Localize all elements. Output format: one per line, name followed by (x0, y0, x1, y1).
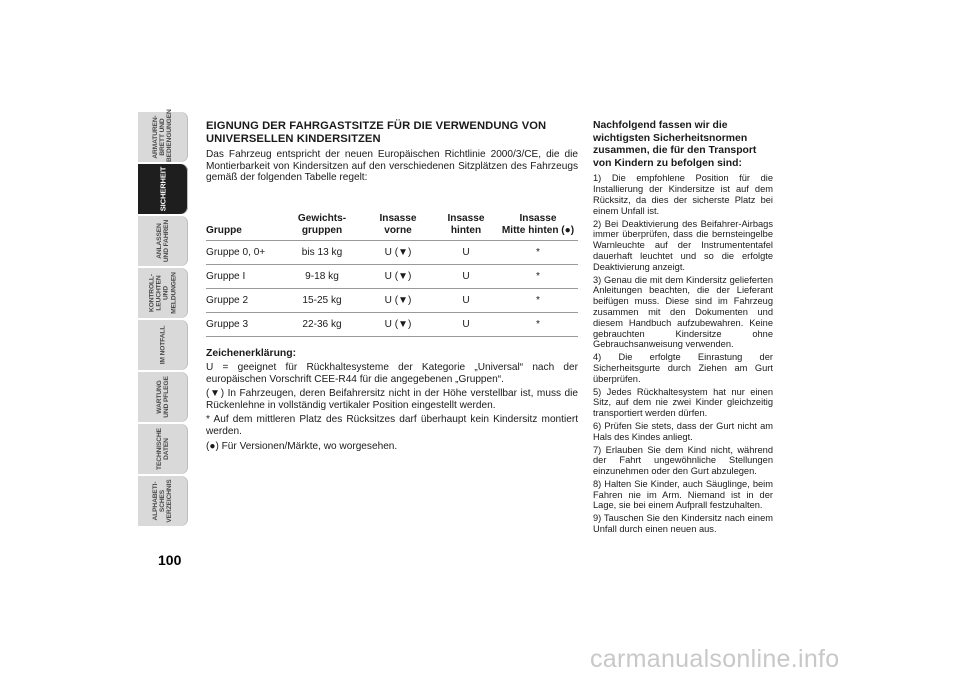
cell: * (498, 313, 578, 337)
rule-item: 6) Prüfen Sie stets, dass der Gurt nicht am Hals des Kindes anliegt. (593, 420, 773, 442)
cell: * (498, 265, 578, 289)
cell: U (434, 265, 498, 289)
rule-item: 1) Die empfohlene Position für die Installierung der Kindersitze ist auf dem Rücksitz, da dies der sicherste Platz bei einem Unfall ist. (593, 173, 773, 216)
child-seat-table (206, 213, 578, 337)
col-header-mitte: Insasse Mitte hinten (●) (498, 213, 578, 241)
rule-item: 2) Bei Deaktivierung des Beifahrer-Airbags immer überprüfen, dass die bernsteingelbe Warnleuchte auf der Instrumententafel dauerhaft leuchtet und so die erfolgte Deaktivierung anzeigt. (593, 218, 773, 272)
cell: U (▼) (362, 241, 434, 265)
legend-title: Zeichenerklärung: (206, 348, 297, 359)
page-number: 100 (158, 552, 182, 568)
table-row (206, 313, 578, 337)
rule-item: 4) Die erfolgte Einrastung der Sicherheitsgurte durch Ziehen am Gurt überprüfen. (593, 352, 773, 384)
tab-label: IM NOTFALL (159, 325, 167, 365)
chapter-tabs (138, 109, 188, 528)
tab-label: ARMATUREN- BRETT UND BEDIENGUNGEN (152, 109, 174, 162)
cell: bis 13 kg (282, 241, 362, 265)
legend-u: U = geeignet für Rückhaltesysteme der Kategorie „Universal“ nach der europäischen Vorschrift CEE-R44 für die angegebenen „Gruppen“. (206, 362, 578, 385)
cell: U (434, 241, 498, 265)
tab-technische-daten[interactable] (138, 424, 188, 474)
cell: U (434, 313, 498, 337)
cell: U (▼) (362, 265, 434, 289)
tab-label: KONTROLL- LEUCHTEN UND MELDUNGEN (148, 272, 178, 314)
cell: U (▼) (362, 289, 434, 313)
tab-sicherheit[interactable] (138, 164, 188, 214)
cell: Gruppe 0, 0+ (206, 241, 282, 265)
tab-kontrollleuchten[interactable] (138, 268, 188, 318)
tab-anlassen[interactable] (138, 216, 188, 266)
col-header-vorne: Insasse vorne (362, 213, 434, 241)
tab-verzeichnis[interactable] (138, 476, 188, 526)
cell: Gruppe 2 (206, 289, 282, 313)
cell: * (498, 241, 578, 265)
legend-dot: (●) Für Versionen/Märkte, wo worgesehen. (206, 440, 398, 452)
legend-star: * Auf dem mittleren Platz des Rücksitzes darf überhaupt kein Kindersitz montiert werden. (206, 414, 578, 437)
col-header-gewicht: Gewichts- gruppen (282, 213, 362, 241)
section-title: EIGNUNG DER FAHRGASTSITZE FÜR DIE VERWENDUNG VON UNIVERSELLEN KINDERSITZEN (206, 120, 547, 145)
cell: Gruppe 3 (206, 313, 282, 337)
cell: * (498, 289, 578, 313)
cell: U (▼) (362, 313, 434, 337)
table-header-row (206, 213, 578, 241)
table-row (206, 265, 578, 289)
legend (206, 348, 578, 455)
watermark: carmanualsonline.info (590, 645, 840, 673)
tab-label: ALPHABETI- SCHES VERZEICHNIS (152, 479, 174, 523)
tab-label: ANLASSEN UND FAHREN (155, 219, 170, 263)
left-column (206, 120, 578, 187)
right-column (593, 120, 773, 537)
cell: 22-36 kg (282, 313, 362, 337)
cell: Gruppe I (206, 265, 282, 289)
table-row (206, 289, 578, 313)
col-header-hinten: Insasse hinten (434, 213, 498, 241)
table-row (206, 241, 578, 265)
rule-item: 5) Jedes Rückhaltesystem hat nur einen Sitz, auf dem nie zwei Kinder gleichzeitig transportiert werden dürfen. (593, 386, 773, 419)
tab-label: WARTUNG UND PFLEGE (155, 376, 170, 418)
tab-armaturenbrett[interactable] (138, 109, 188, 162)
tab-label: SICHERHEIT (158, 166, 168, 212)
tab-im-notfall[interactable] (138, 320, 188, 370)
col-header-gruppe: Gruppe (206, 213, 282, 241)
cell: 15-25 kg (282, 289, 362, 313)
intro-paragraph: Das Fahrzeug entspricht der neuen Europäischen Richtlinie 2000/3/CE, die die Montierbarkeit von Kindersitzen auf den verschiedenen Sitzplätzen des Fahrzeugs gemäß der folgenden Tabelle regelt: (206, 149, 578, 184)
legend-triangle: (▼) In Fahrzeugen, deren Beifahrersitz nicht in der Höhe verstellbar ist, muss die Rückenlehne in vollständig vertikaler Position eingestellt werden. (206, 388, 578, 411)
rule-item: 9) Tauschen Sie den Kindersitz nach einem Unfall durch einen neuen aus. (593, 513, 773, 535)
tab-label: TECHNISCHE DATEN (155, 428, 170, 470)
cell: 9-18 kg (282, 265, 362, 289)
rules-heading: Nachfolgend fassen wir die wichtigsten Sicherheitsnormen zusammen, die für den Transport von Kindern zu befolgen sind: (593, 120, 757, 169)
rule-item: 7) Erlauben Sie dem Kind nicht, während der Fahrt ungewöhnliche Stellungen einzunehmen oder den Gurt abzulegen. (593, 444, 773, 477)
rule-item: 8) Halten Sie Kinder, auch Säuglinge, beim Fahren nie im Arm. Niemand ist in der Lage, sie bei einem Aufprall festzuhalten. (593, 478, 773, 511)
tab-wartung[interactable] (138, 372, 188, 422)
rule-item: 3) Genau die mit dem Kindersitz gelieferten Anleitungen beachten, die der Lieferant beifügen muss. Diese sind im Fahrzeug zusammen mit den Dokumenten und diesem Handbuch aufzubewahren. Keine gebrauchten Kindersitze ohne Gebrauchsanweisung verwenden. (593, 274, 773, 350)
cell: U (434, 289, 498, 313)
